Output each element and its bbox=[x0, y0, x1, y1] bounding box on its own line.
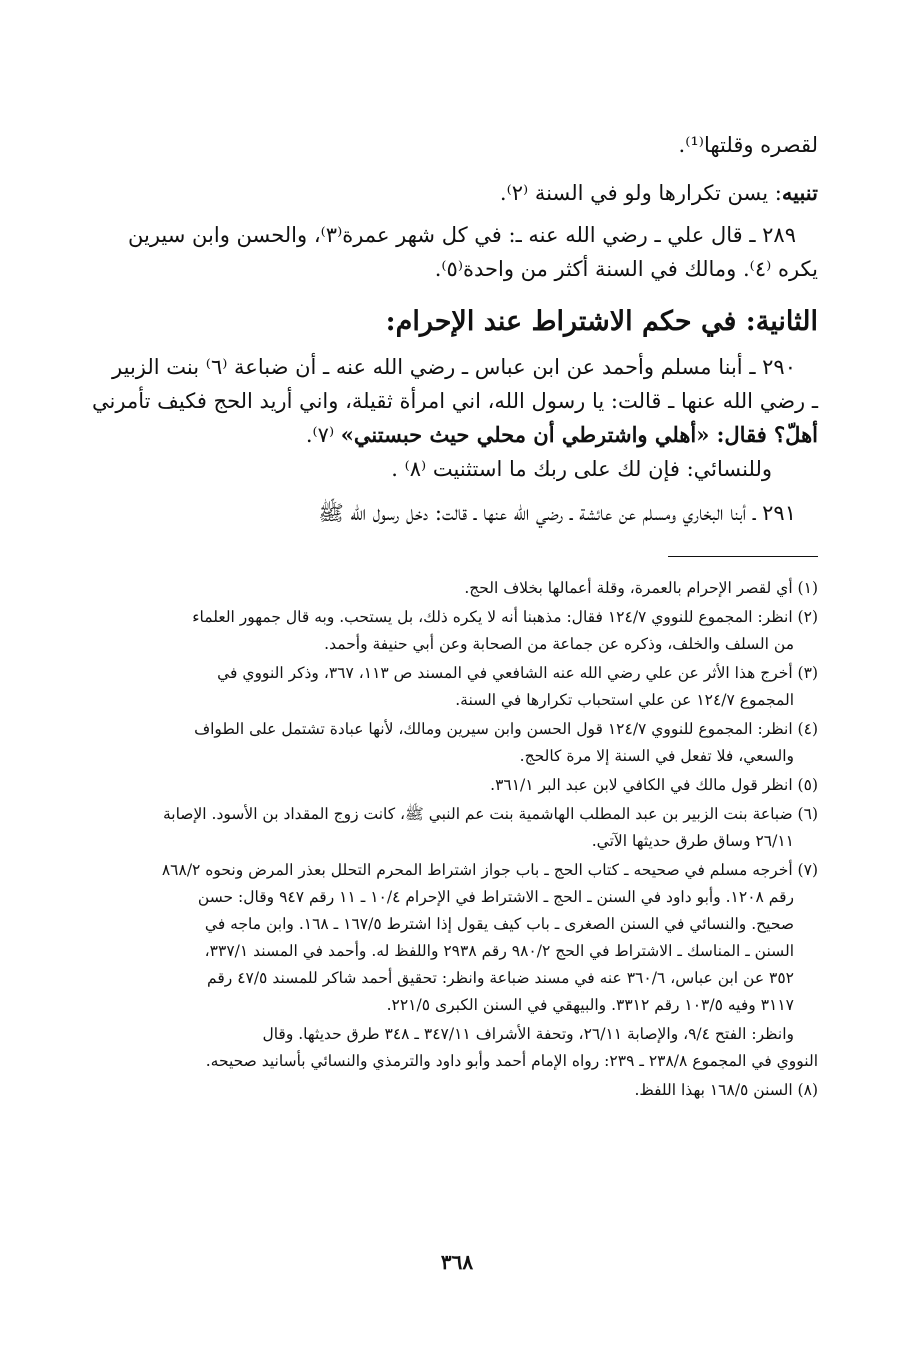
footnote-line: ٣١١٧ وفيه ١٠٣/٥ رقم ٣٣١٢. والبيهقي في السنن الكبرى ٢٢١/٥. bbox=[386, 996, 794, 1014]
footnote-separator bbox=[668, 556, 818, 557]
footnote-7-see-also bbox=[48, 1021, 818, 1075]
footnote-line: المجموع ١٢٤/٧ عن علي استحباب تكرارها في السنة. bbox=[455, 691, 794, 709]
footnote-line: صحيح. والنسائي في السنن الصغرى ـ باب كيف يقول إذا اشترط ١٦٧/٥ ـ ١٦٨. وابن ماجه في bbox=[204, 915, 794, 933]
paragraph-289-line-2: يكره ⁽٤⁾. ومالك في السنة أكثر من واحدة⁽٥⁾. bbox=[434, 257, 818, 281]
tanbih-paragraph bbox=[48, 176, 818, 210]
tanbih-text: : يسن تكرارها ولو في السنة ⁽٢⁾. bbox=[499, 181, 782, 205]
footnote-line: النووي في المجموع ٢٣٨/٨ ـ ٢٣٩: رواه الإمام أحمد وأبو داود والترمذي والنسائي بأسانيد صحيحه. bbox=[205, 1052, 818, 1070]
footnote-6 bbox=[48, 801, 818, 855]
main-text bbox=[48, 128, 818, 530]
footnote-1 bbox=[48, 575, 818, 602]
hadith-quote-ref: ⁽٧⁾. bbox=[305, 423, 341, 447]
paragraph-290-line-2: ـ رضي الله عنها ـ قالت: يا رسول الله، اني امرأة ثقيلة، واني أريد الحج فكيف تأمرني bbox=[92, 389, 818, 413]
footnote-line: من السلف والخلف، وذكره عن جماعة من الصحابة وعن أبي حنيفة وأحمد. bbox=[324, 635, 794, 653]
footnote-line: ٣٥٢ عن ابن عباس، ٣٦٠/٦ عنه في مسند ضباعة وانظر: تحقيق أحمد شاكر للمسند ٤٧/٥ رقم bbox=[207, 969, 794, 987]
footnote-line: (٤) انظر: المجموع للنووي ١٢٤/٧ قول الحسن وابن سيرين ومالك، لأنها عبادة تشتمل على الطواف bbox=[194, 720, 818, 738]
paragraph-290-line-3 bbox=[48, 418, 818, 452]
footnotes bbox=[48, 575, 818, 1104]
tanbih-label: تنبيه bbox=[781, 180, 818, 205]
footnote-3 bbox=[48, 660, 818, 714]
footnote-line: رقم ١٢٠٨. وأبو داود في السنن ـ الحج ـ الاشتراط في الإحرام ١٠/٤ ـ ١١ رقم ٩٤٧ وقال: حسن bbox=[197, 888, 794, 906]
paragraph-289 bbox=[48, 218, 818, 252]
paragraph-290-line-1: ٢٩٠ ـ أبنا مسلم وأحمد عن ابن عباس ـ رضي الله عنه ـ أن ضباعة ⁽٦⁾ بنت الزبير bbox=[112, 355, 796, 379]
hadith-quote: أهلّ؟ فقال: «أهلي واشترطي أن محلي حيث حبستني» bbox=[340, 422, 818, 447]
footnote-line: وانظر: الفتح ٩/٤، والإصابة ٢٦/١١، وتحفة الأشراف ٣٤٧/١١ ـ ٣٤٨ طرق حديثها. وقال bbox=[262, 1025, 794, 1043]
paragraph-289-line-1: ٢٨٩ ـ قال علي ـ رضي الله عنه ـ: في كل شهر عمرة⁽٣⁾، والحسن وابن سيرين bbox=[128, 223, 796, 247]
footnote-4 bbox=[48, 716, 818, 770]
page-body bbox=[48, 128, 818, 1106]
footnote-line: (٢) انظر: المجموع للنووي ١٢٤/٧ فقال: مذهبنا أنه لا يكره ذلك، بل يستحب. وبه قال جمهور العلماء bbox=[192, 608, 818, 626]
nasai-line: وللنسائي: فإن لك على ربك ما استثنيت ⁽٨⁾ . bbox=[391, 457, 772, 481]
paragraph-290-cont bbox=[48, 384, 818, 452]
footnote-7 bbox=[48, 857, 818, 1019]
footnote-line: ٢٦/١١ وساق طرق حديثها الآتي. bbox=[591, 832, 794, 850]
page-number: ٣٦٨ bbox=[440, 1250, 474, 1274]
section-heading: الثانية: في حكم الاشتراط عند الإحرام: bbox=[385, 306, 818, 337]
footnote-line: (٣) أخرج هذا الأثر عن علي رضي الله عنه الشافعي في المسند ص ١١٣، ٣٦٧، وذكر النووي في bbox=[217, 664, 818, 682]
footnote-5 bbox=[48, 772, 818, 799]
footnote-line: (٥) انظر قول مالك في الكافي لابن عبد البر ٣٦١/١. bbox=[490, 776, 818, 794]
footnote-line: (٧) أخرجه مسلم في صحيحه ـ كتاب الحج ـ باب جواز اشتراط المحرم التحلل بعذر المرض ونحوه ٨٦٨/٢ bbox=[161, 861, 818, 879]
footnote-line: (٨) السنن ١٦٨/٥ بهذا اللفظ. bbox=[634, 1081, 818, 1099]
footnote-line: والسعي، فلا تفعل في السنة إلا مرة كالحج. bbox=[519, 747, 794, 765]
footnote-line: (٦) ضباعة بنت الزبير بن عبد المطلب الهاشمية بنت عم النبي ﷺ، كانت زوج المقداد بن الأسود. الإصابة bbox=[162, 805, 818, 823]
footnote-8 bbox=[48, 1077, 818, 1104]
paragraph-291 bbox=[48, 496, 818, 530]
intro-line: لقصره وقلتها⁽¹⁾. bbox=[678, 133, 818, 157]
paragraph-291-line-1: ٢٩١ ـ أبنا البخاري ومسلم عن عائشة ـ رضي الله عنها ـ قالت: دخل رسول الله ﷺ bbox=[318, 501, 796, 525]
footnote-2 bbox=[48, 604, 818, 658]
footnote-line: السنن ـ المناسك ـ الاشتراط في الحج ٩٨٠/٢ رقم ٢٩٣٨ واللفظ له. وأحمد في المسند ٣٣٧/١، bbox=[204, 942, 794, 960]
paragraph-290 bbox=[48, 350, 818, 384]
paragraph-289-cont bbox=[48, 252, 818, 286]
footnote-line: (١) أي لقصر الإحرام بالعمرة، وقلة أعمالها بخلاف الحج. bbox=[464, 579, 818, 597]
